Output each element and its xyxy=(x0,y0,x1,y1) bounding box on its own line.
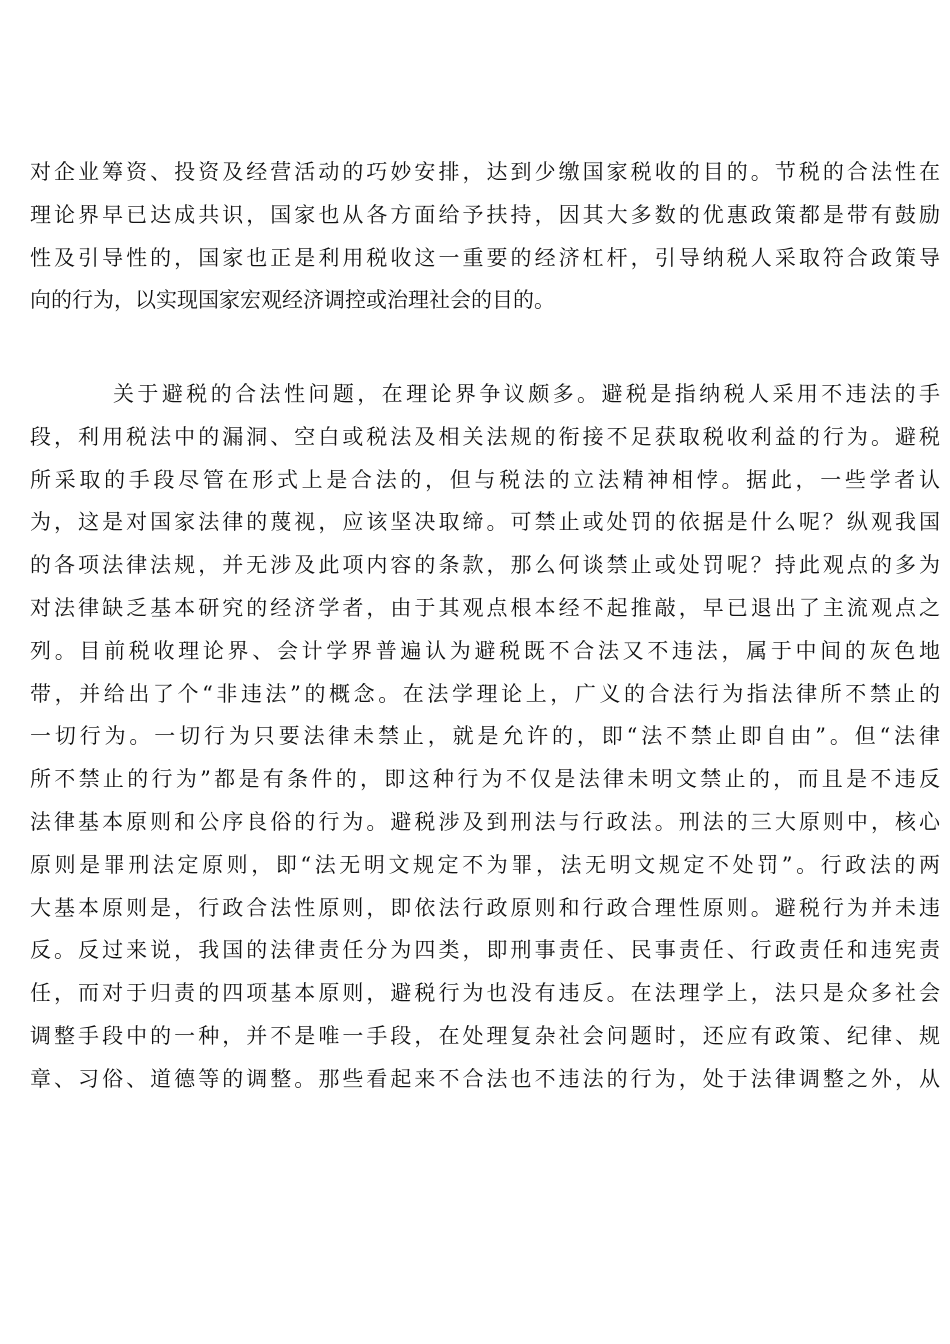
paragraph-line: 列。目前税收理论界、会计学界普遍认为避税既不合法又不违法，属于中间的灰色地 xyxy=(30,638,940,663)
paragraph-line: 章、习俗、道德等的调整。那些看起来不合法也不违法的行为，处于法律调整之外，从 xyxy=(30,1066,940,1091)
paragraph-line: 对企业筹资、投资及经营活动的巧妙安排，达到少缴国家税收的目的。节税的合法性在 xyxy=(30,160,940,184)
paragraph-line: 任，而对于归责的四项基本原则，避税行为也没有违反。在法理学上，法只是众多社会 xyxy=(30,981,940,1006)
paragraph-line: 为，这是对国家法律的蔑视，应该坚决取缔。可禁止或处罚的依据是什么呢？纵观我国 xyxy=(30,510,940,535)
paragraph-line: 理论界早已达成共识，国家也从各方面给予扶持，因其大多数的优惠政策都是带有鼓励 xyxy=(30,202,940,227)
paragraph-line: 性及引导性的，国家也正是利用税收这一重要的经济杠杆，引导纳税人采取符合政策导 xyxy=(30,245,940,270)
paragraph-line: 法律基本原则和公序良俗的行为。避税涉及到刑法与行政法。刑法的三大原则中，核心 xyxy=(30,809,940,834)
paragraph-line: 段，利用税法中的漏洞、空白或税法及相关法规的衔接不足获取税收利益的行为。避税 xyxy=(30,424,940,449)
paragraph-line: 对法律缺乏基本研究的经济学者，由于其观点根本经不起推敲，早已退出了主流观点之 xyxy=(30,595,940,620)
paragraph-line: 一切行为。一切行为只要法律未禁止，就是允许的，即“法不禁止即自由”。但“法律 xyxy=(30,724,940,749)
paragraph-2 xyxy=(30,373,940,1101)
paragraph-line: 大基本原则是，行政合法性原则，即依法行政原则和行政合理性原则。避税行为并未违 xyxy=(30,895,940,920)
paragraph-line: 的各项法律法规，并无涉及此项内容的条款，那么何谈禁止或处罚呢？持此观点的多为 xyxy=(30,553,940,578)
paragraph-line: 所不禁止的行为”都是有条件的，即这种行为不仅是法律未明文禁止的，而且是不违反 xyxy=(30,767,940,792)
paragraph-1 xyxy=(30,151,940,322)
paragraph-line: 反。反过来说，我国的法律责任分为四类，即刑事责任、民事责任、行政责任和违宪责 xyxy=(30,938,940,963)
paragraph-line: 调整手段中的一种，并不是唯一手段，在处理复杂社会问题时，还应有政策、纪律、规 xyxy=(30,1023,940,1048)
paragraph-line: 向的行为，以实现国家宏观经济调控或治理社会的目的。 xyxy=(30,288,555,313)
paragraph-line: 原则是罪刑法定原则，即“法无明文规定不为罪，法无明文规定不处罚”。行政法的两 xyxy=(30,852,940,877)
paragraph-line: 关于避税的合法性问题，在理论界争议颇多。避税是指纳税人采用不违法的手 xyxy=(113,382,940,406)
paragraph-line: 所采取的手段尽管在形式上是合法的，但与税法的立法精神相悖。据此，一些学者认 xyxy=(30,467,940,492)
paragraph-line: 带，并给出了个“非违法”的概念。在法学理论上，广义的合法行为指法律所不禁止的 xyxy=(30,681,940,706)
